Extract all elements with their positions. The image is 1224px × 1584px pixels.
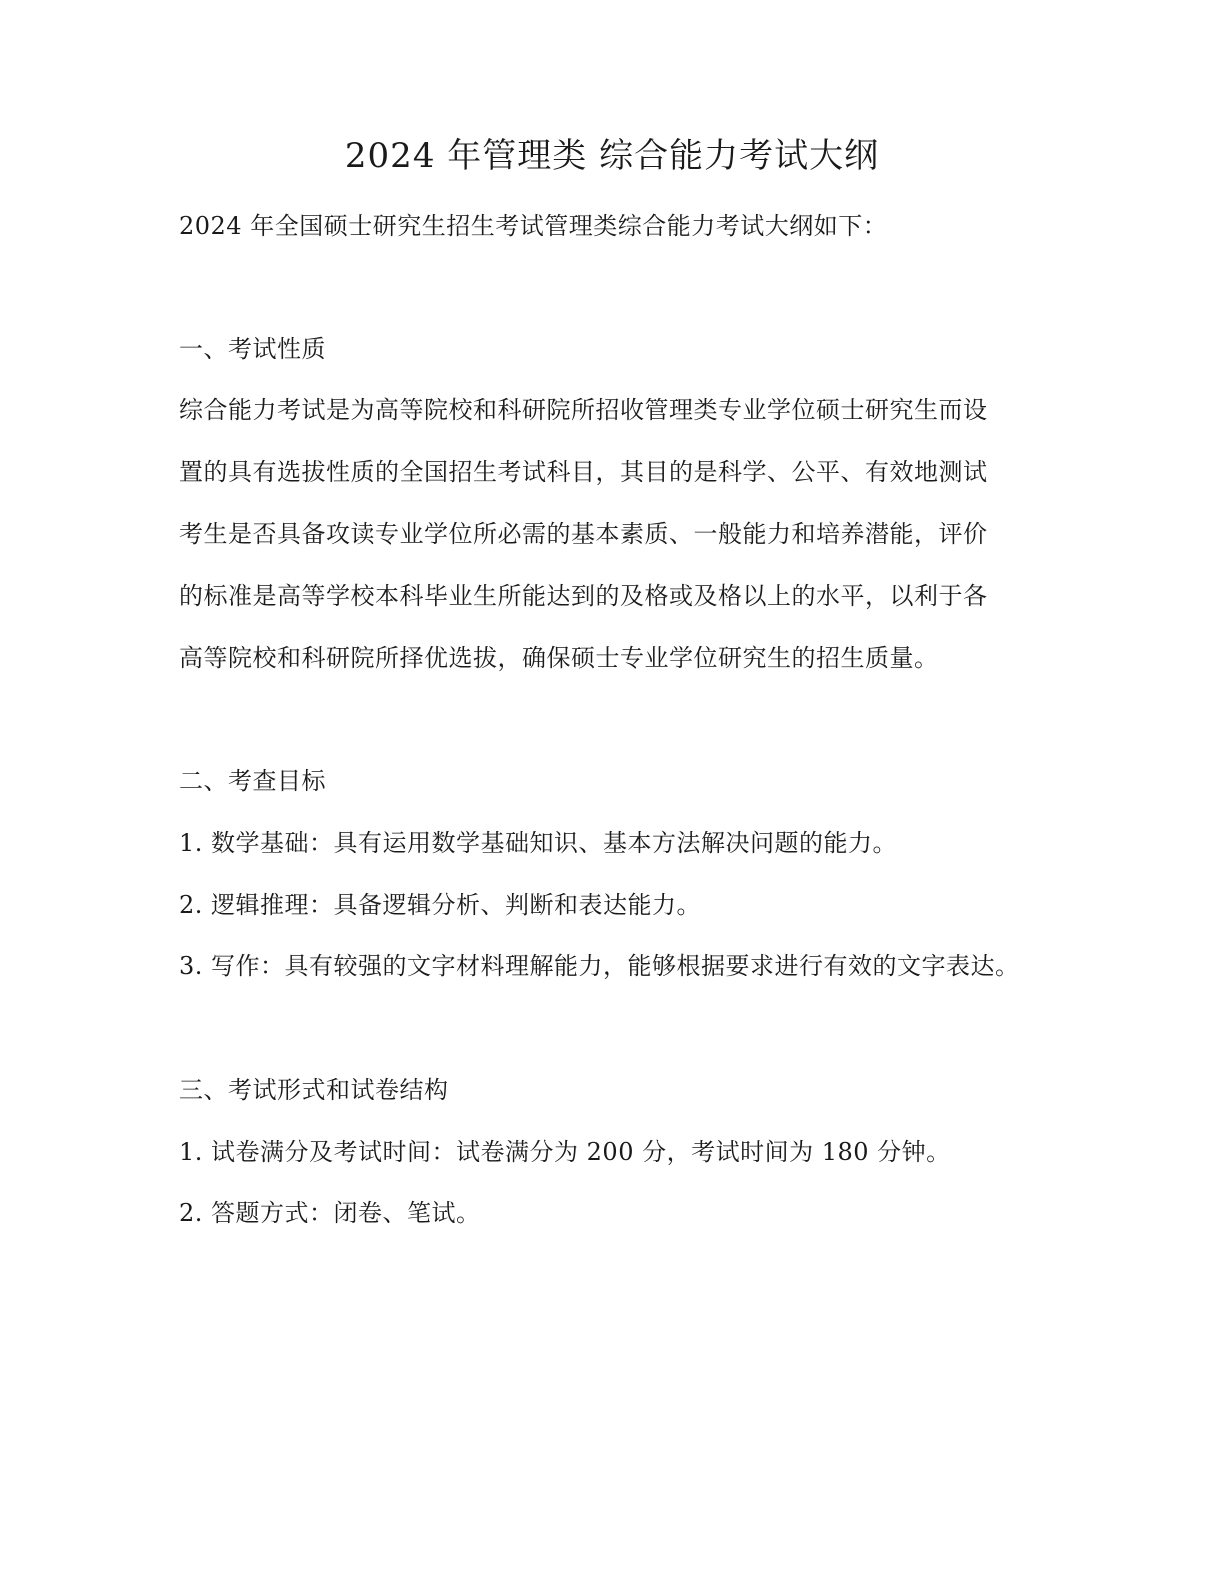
paragraph-line: 考生是否具备攻读专业学位所必需的基本素质、一般能力和培养潜能，评价 (179, 520, 988, 548)
paragraph-line: 综合能力考试是为高等院校和科研院所招收管理类专业学位硕士研究生而设 (179, 396, 988, 424)
intro-text: 2024 年全国硕士研究生招生考试管理类综合能力考试大纲如下： (179, 212, 888, 240)
paragraph-line: 高等院校和科研院所择优选拔，确保硕士专业学位研究生的招生质量。 (179, 644, 939, 672)
document-title: 2024 年管理类 综合能力考试大纲 (344, 136, 880, 176)
list-item: 1. 数学基础：具有运用数学基础知识、基本方法解决问题的能力。 (179, 829, 898, 857)
section-heading-exam-nature: 一、考试性质 (179, 335, 326, 363)
list-item: 2. 答题方式：闭卷、笔试。 (179, 1199, 481, 1227)
section-heading-exam-objectives: 二、考查目标 (179, 767, 326, 795)
list-item: 3. 写作：具有较强的文字材料理解能力，能够根据要求进行有效的文字表达。 (179, 952, 1020, 980)
section-heading-exam-format: 三、考试形式和试卷结构 (179, 1076, 449, 1104)
paragraph-line: 置的具有选拔性质的全国招生考试科目，其目的是科学、公平、有效地测试 (179, 458, 988, 486)
list-item: 1. 试卷满分及考试时间：试卷满分为 200 分，考试时间为 180 分钟。 (179, 1138, 951, 1166)
list-item: 2. 逻辑推理：具备逻辑分析、判断和表达能力。 (179, 891, 702, 919)
paragraph-line: 的标准是高等学校本科毕业生所能达到的及格或及格以上的水平，以利于各 (179, 582, 988, 610)
